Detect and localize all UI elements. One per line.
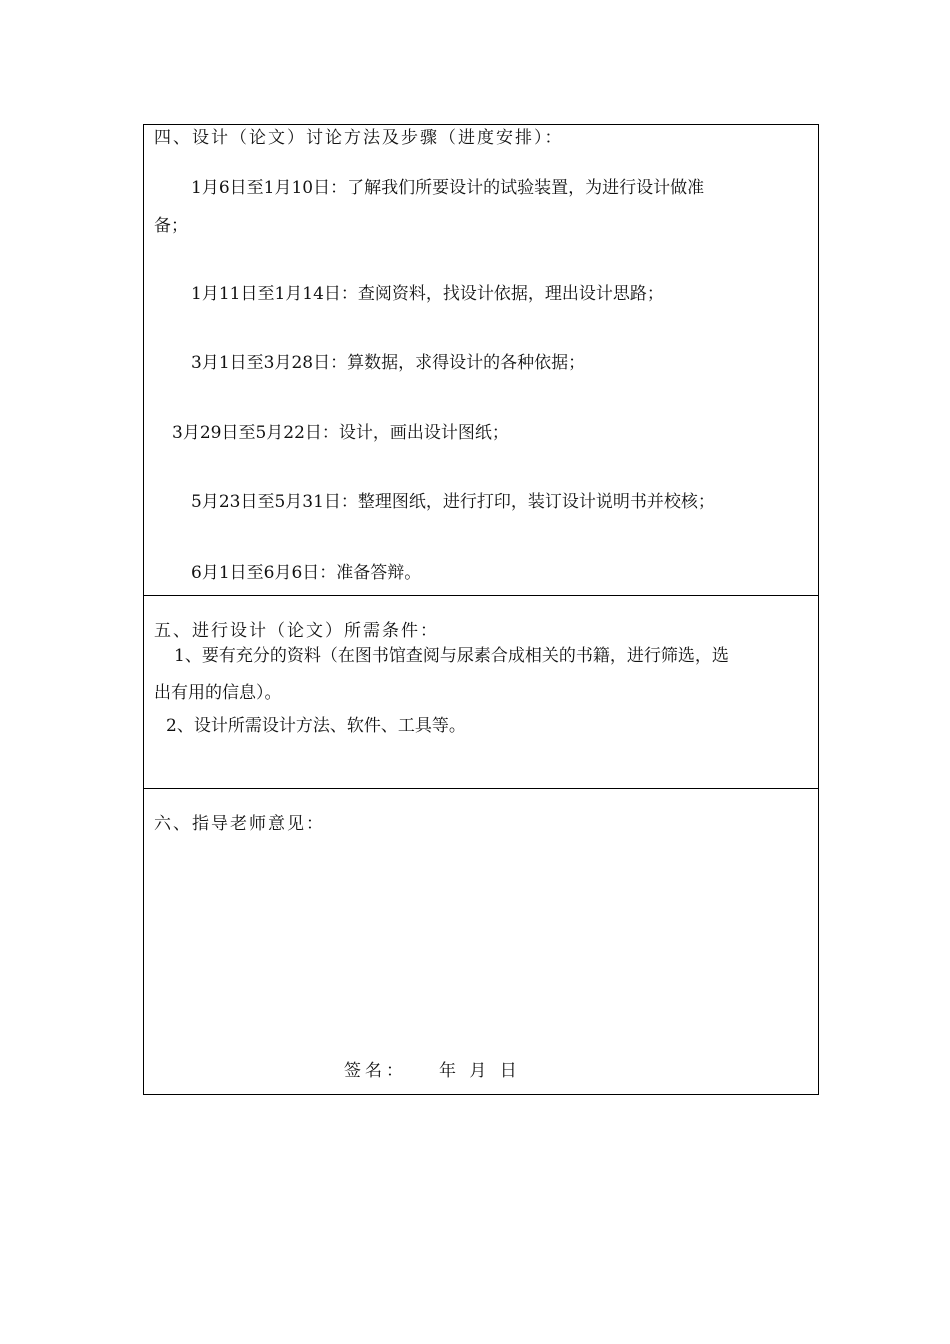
section5-heading: 五、进行设计（论文）所需条件： xyxy=(154,621,439,641)
section4-heading: 四、设计（论文）讨论方法及步骤（进度安排）： xyxy=(154,128,564,148)
task-form-table xyxy=(143,124,819,1095)
section-advisor-opinion xyxy=(144,789,818,1094)
schedule-item: 3月29日至5月22日：设计，画出设计图纸； xyxy=(172,423,509,443)
condition-item: 1、要有充分的资料（在图书馆查阅与尿素合成相关的书籍，进行筛选，选 xyxy=(174,646,729,666)
section-progress-schedule xyxy=(144,125,818,596)
schedule-item: 1月6日至1月10日：了解我们所要设计的试验装置，为进行设计做准 xyxy=(191,178,705,198)
date-label: 年 月 日 xyxy=(439,1061,521,1081)
schedule-item: 1月11日至1月14日：查阅资料，找设计依据，理出设计思路； xyxy=(191,284,664,304)
condition-item: 2、设计所需设计方法、软件、工具等。 xyxy=(166,716,466,736)
section-required-conditions xyxy=(144,596,818,789)
condition-item-continuation: 出有用的信息）。 xyxy=(154,683,282,703)
section6-heading: 六、指导老师意见： xyxy=(154,814,325,834)
schedule-item-continuation: 备； xyxy=(154,216,188,236)
schedule-item: 6月1日至6月6日：准备答辩。 xyxy=(191,563,422,583)
schedule-item: 3月1日至3月28日：算数据，求得设计的各种依据； xyxy=(191,353,586,373)
schedule-item: 5月23日至5月31日：整理图纸，进行打印，装订设计说明书并校核； xyxy=(191,492,715,512)
signature-label: 签名： xyxy=(344,1061,407,1081)
